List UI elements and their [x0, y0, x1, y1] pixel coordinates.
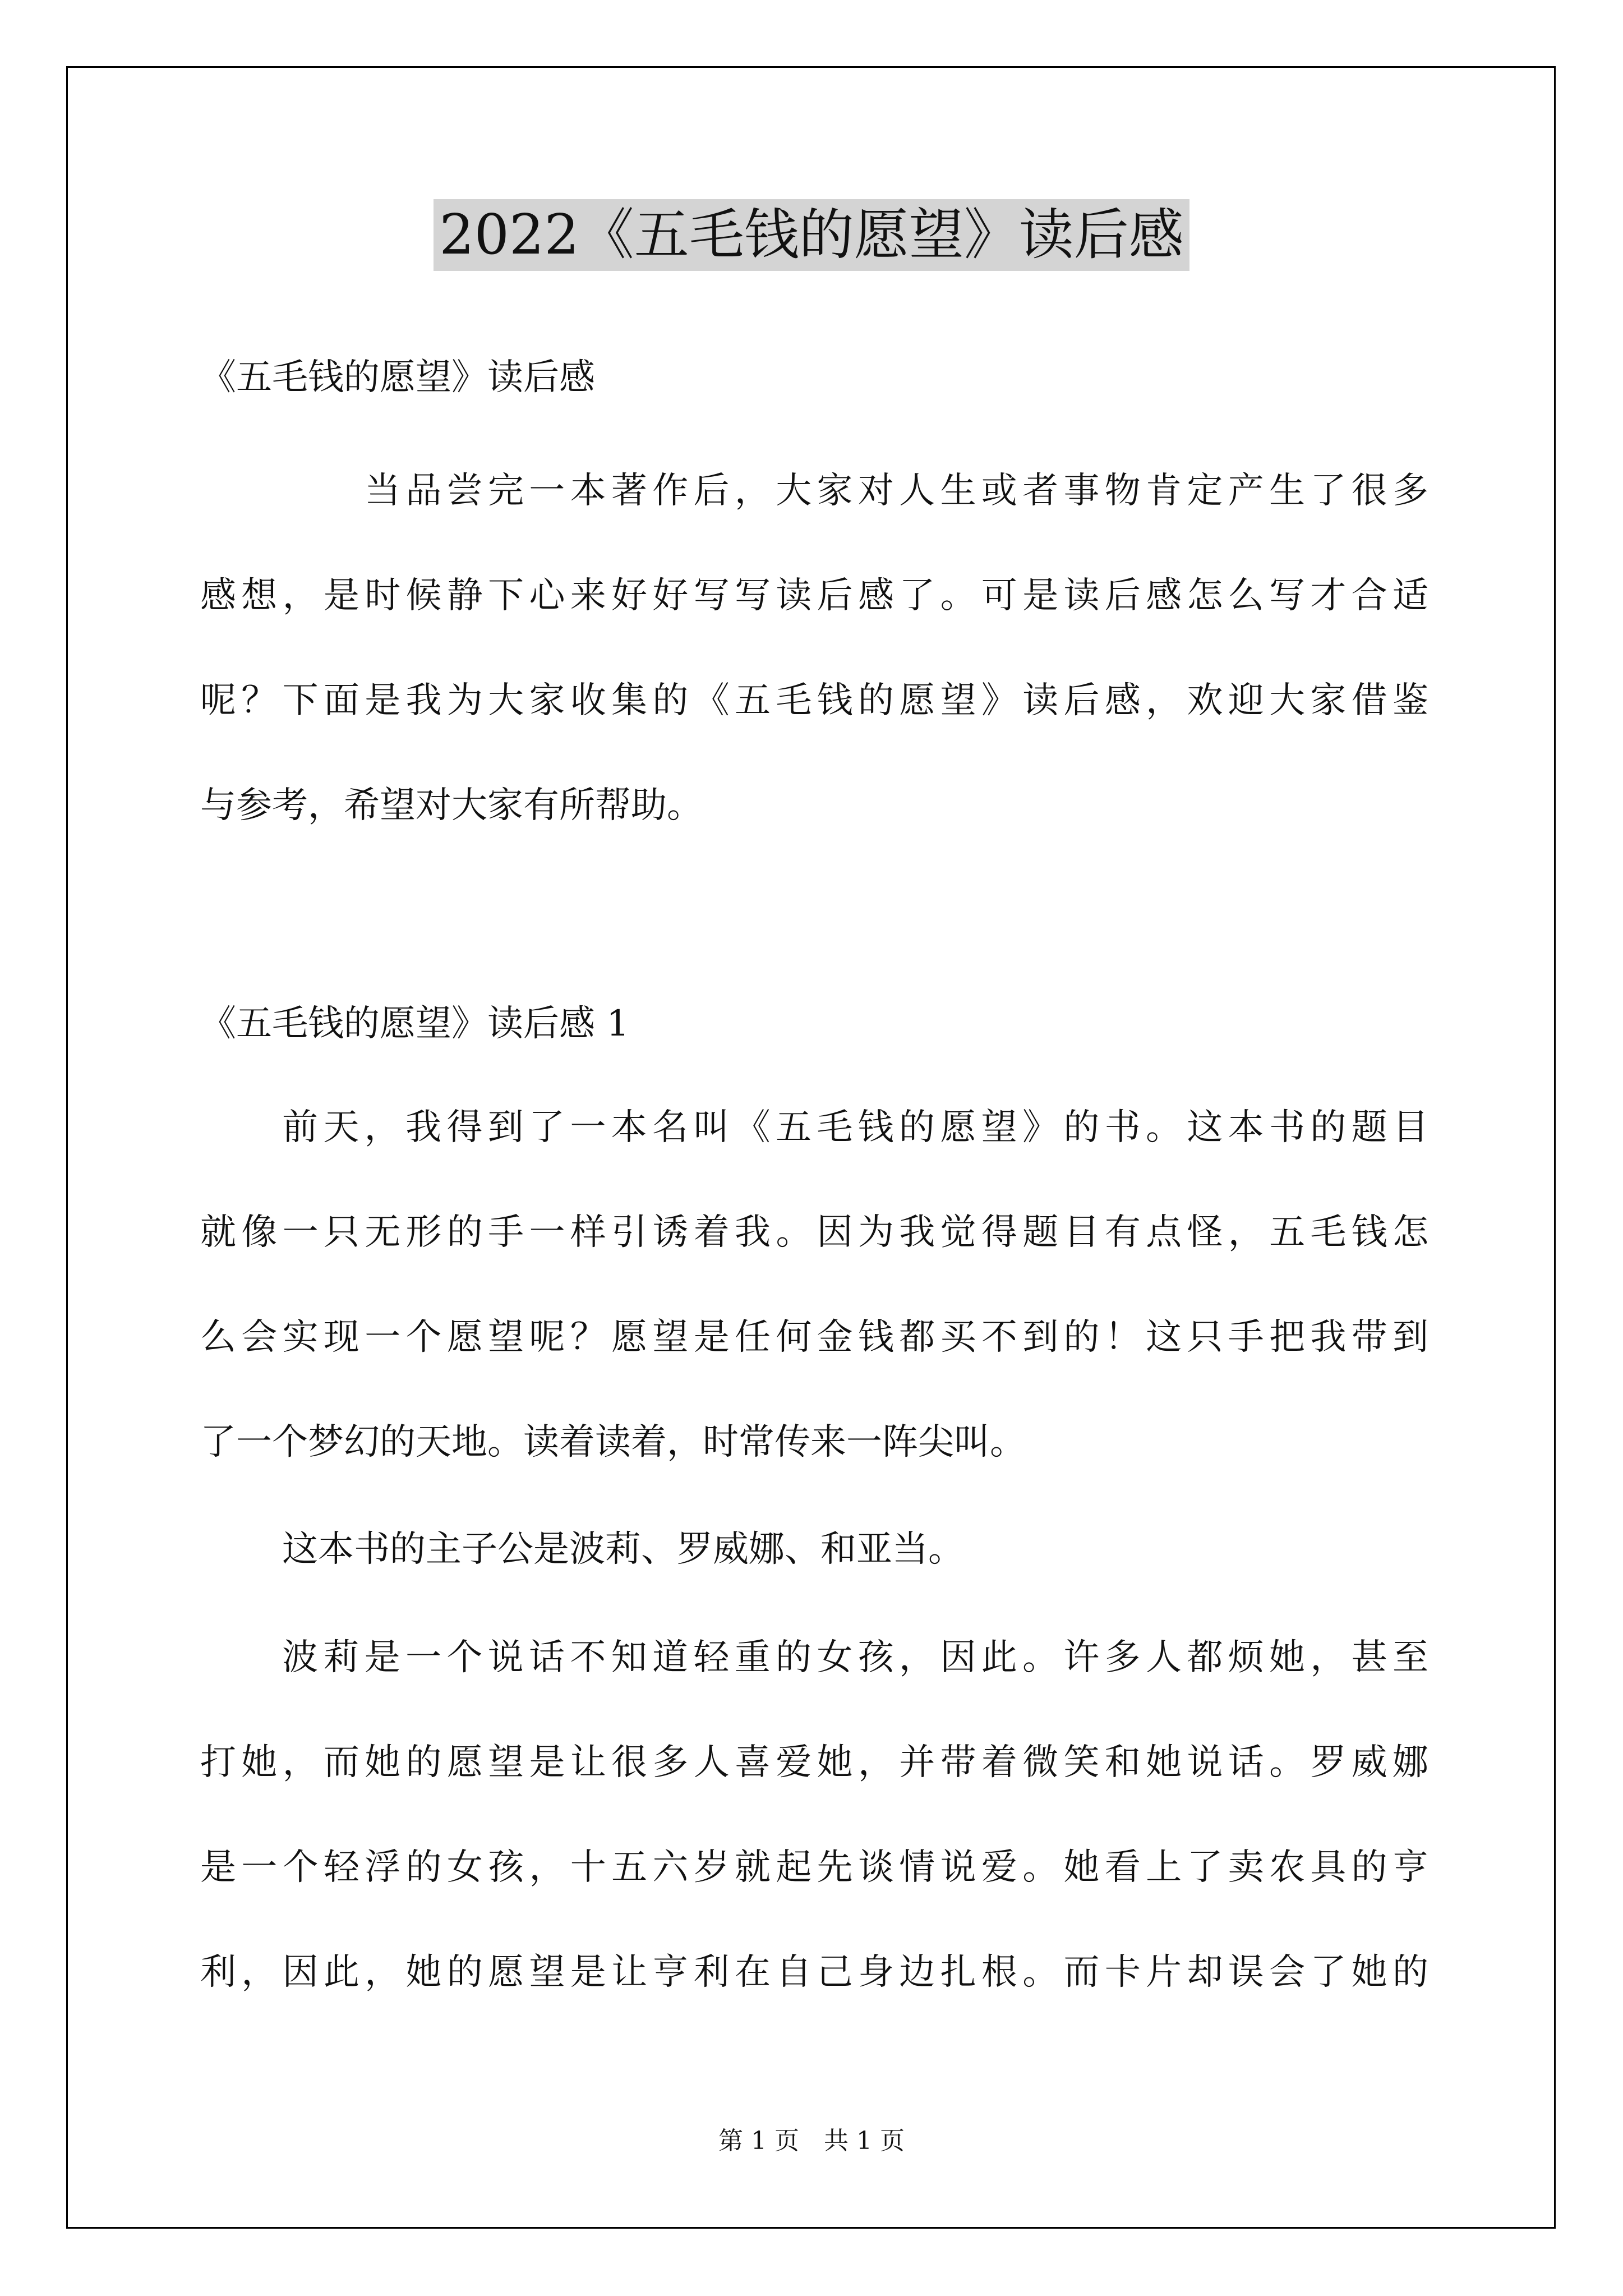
intro-line: 与参考，希望对大家有所帮助。: [200, 785, 703, 826]
page-title: 2022《五毛钱的愿望》读后感: [434, 199, 1189, 271]
intro-line: 当品尝完一本著作后，大家对人生或者事物肯定产生了很多: [365, 470, 1428, 512]
paragraph-line: 是一个轻浮的女孩，十五六岁就起先谈情说爱。她看上了卖农具的亨: [200, 1847, 1428, 1888]
page-number: 第 1 页 共 1 页: [718, 2127, 905, 2155]
paragraph-line: 打她，而她的愿望是让很多人喜爱她，并带着微笑和她说话。罗威娜: [200, 1742, 1428, 1783]
paragraph-line: 这本书的主子公是波莉、罗威娜、和亚当。: [282, 1529, 964, 1570]
paragraph-line: 了一个梦幻的天地。读着读着，时常传来一阵尖叫。: [200, 1421, 1026, 1463]
footer: [0, 2120, 1623, 2156]
subtitle: 《五毛钱的愿望》读后感: [200, 357, 595, 398]
paragraph-line: 就像一只无形的手一样引诱着我。因为我觉得题目有点怪，五毛钱怎: [200, 1212, 1428, 1253]
paragraph-line: 前天，我得到了一本名叫《五毛钱的愿望》的书。这本书的题目: [282, 1107, 1428, 1148]
paragraph-line: 利，因此，她的愿望是让亨利在自己身边扎根。而卡片却误会了她的: [200, 1952, 1428, 1993]
paragraph-line: 么会实现一个愿望呢？愿望是任何金钱都买不到的！这只手把我带到: [200, 1317, 1428, 1358]
paragraph-line: 波莉是一个说话不知道轻重的女孩，因此。许多人都烦她，甚至: [282, 1637, 1428, 1678]
intro-line: 感想，是时候静下心来好好写写读后感了。可是读后感怎么写才合适: [200, 575, 1428, 616]
title-container: [0, 199, 1623, 271]
section-heading: 《五毛钱的愿望》读后感 1: [200, 1003, 630, 1045]
intro-line: 呢？下面是我为大家收集的《五毛钱的愿望》读后感，欢迎大家借鉴: [200, 680, 1428, 721]
